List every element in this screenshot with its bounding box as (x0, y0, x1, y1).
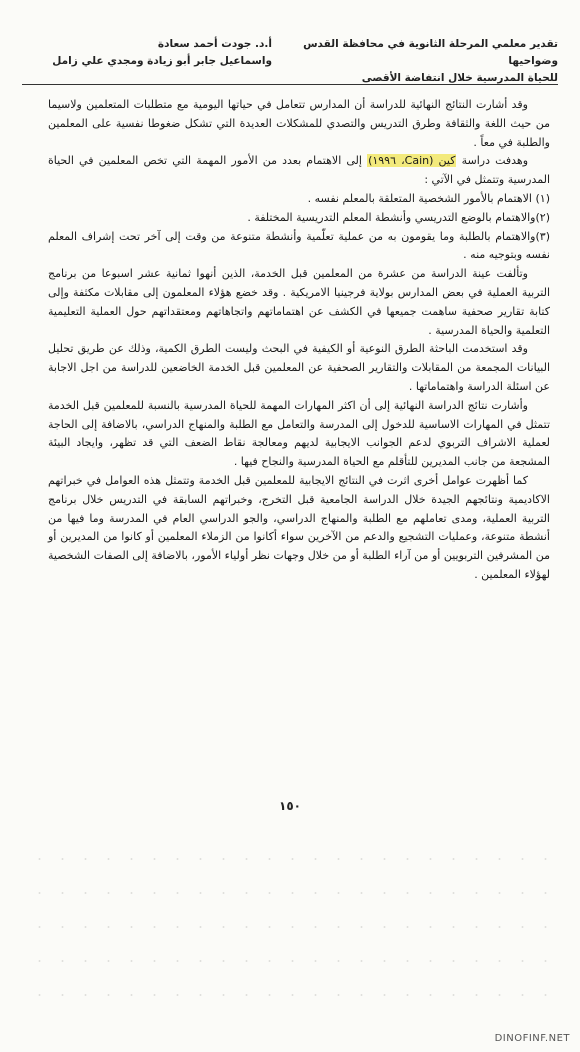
scan-dot-pattern (28, 842, 552, 1002)
list-item-students: (٣)والاهتمام بالطلبة وما يقومون به من عملية تعلّمية وأنشطة متنوعة من وقت إلى آخر تحت إشراف المعلم نفسه وبتوجيه منه . (48, 229, 550, 262)
list-item-personal: (١) الاهتمام بالأمور الشخصية المتعلقة بالمعلم نفسه . (307, 191, 550, 205)
article-body (48, 96, 550, 585)
paragraph-results-summary: وقد أشارت النتائج النهائية للدراسة أن المدارس تتعامل في حياتها اليومية مع متطلبات المتعلمين ولاسيما من حيث اللغة والثقافة وطرق التدريس والتصدي للمشكلات العديدة التي تشكل ضغوطا نفسية على المعلمين والطلبة في معاً . (48, 98, 550, 149)
list-item-teaching: (٢)والاهتمام بالوضع التدريسي وأنشطة المعلم التدريسية المختلفة . (247, 210, 550, 224)
authors-line-1: أ.د. جودت أحمد سعادة (157, 38, 272, 50)
paragraph-method: وقد استخدمت الباحثة الطرق النوعية أو الكيفية في البحث وليست الطرق الكمية، وذلك عن طريق تحليل البيانات المجمعة من المقابلات والتقارير الصحفية عن المعلمين قبل الخدمة الخاضعين للدراسة من اجل الاجابة عن اسئلة الدراسة واهتماماتها . (48, 342, 550, 393)
paragraph-sample: وتألفت عينة الدراسة من عشرة من المعلمين قبل الخدمة، الذين أنهوا ثمانية عشر اسبوعا من برنامج التربية العملية في بعض المدارس بولاية فرجينيا الامريكية . وقد خضع هؤلاء المعلمون إلى مقابلات مكثفة وإلى كتابة تقارير صحفية ساهمت جميعها في الكشف عن اهتماماتهم واتجاهاتهم ومعتقداتهم حول العملية التعليمية التعلمية والحياة المدرسية . (48, 267, 550, 337)
authors-line-2: واسماعيل جابر أبو زيادة ومجدي علي زامل (52, 55, 272, 67)
running-title (258, 36, 558, 87)
running-authors (22, 36, 272, 70)
paragraph-other-factors: كما أظهرت عوامل أخرى اثرت في النتائج الايجابية للمعلمين قبل الخدمة وتتمثل هذه العوامل في خبراتهم الاكاديمية ونتائجهم الجيدة خلال الدراسة الجامعية قبل التخرج، وخبراتهم السابقة في التدريس خلال برنامج التربية العملية، ومدى تعاملهم مع الطلبة والمنهاج الدراسي، والجو الدراسي العام في المدرسة وما فيها من أنشطة متنوعة، وعمليات التشجيع والدعم من الآخرين سواء أكانوا من الزملاء المعلمين أو كانوا من المديرين أو من المشرفين التربويين أو من آراء الطلبة أو من خلال وجهات نظر أولياء الأمور، بالاضافة إلى الصفات الشخصية لهؤلاء المعلمين . (48, 473, 550, 581)
page-number: ١٥٠ (279, 799, 301, 813)
paragraph-cain-study (48, 152, 550, 190)
header-divider (22, 84, 558, 85)
running-title-line-2: للحياة المدرسية خلال انتفاضة الأقصى (361, 72, 558, 84)
citation-highlight: كين (Cain، ١٩٩٦) (368, 154, 456, 168)
cain-aims-text: إلى الاهتمام بعدد من الأمور المهمة التي تخص المعلمين في الحياة المدرسية وتتمثل في الآتي : (48, 154, 550, 187)
paragraph-findings: وأشارت نتائج الدراسة النهائية إلى أن اكثر المهارات المهمة للحياة المدرسية بالنسبة للمعلمين قبل الخدمة تتمثل في المهارات الاساسية للدخول إلى المدرسة والتعامل مع الطلبة والمنهاج الدراسي، بالاضافة إلى الحاجة لعملية الاشراف التربوي لدعم الجوانب الايجابية لديهم ومعالجة نقاط الضعف التي قد تظهر، وايجاد البيئة المشجعة من جانب المديرين للتأقلم مع الحياة المدرسية والنجاح فيها . (48, 398, 550, 469)
running-title-line-1: تقدير معلمي المرحلة الثانوية في محافظة القدس وضواحيها (303, 38, 558, 67)
cain-intro-text: وهدفت دراسة (461, 154, 529, 168)
page-header (22, 36, 558, 84)
site-watermark: DINOFINF.NET (494, 1033, 570, 1044)
